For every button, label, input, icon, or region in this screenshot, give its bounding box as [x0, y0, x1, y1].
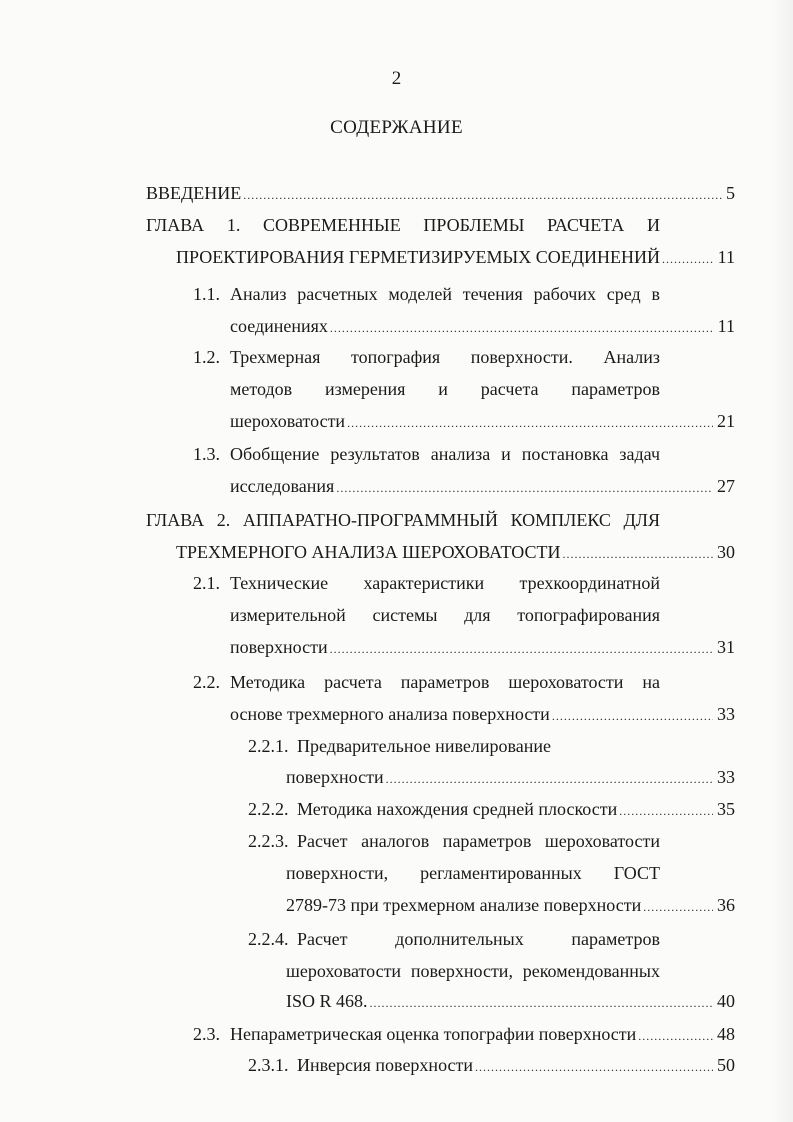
toc-entry-title: ПРОЕКТИРОВАНИЯ ГЕРМЕТИЗИРУЕМЫХ СОЕДИНЕНИЙ: [176, 247, 661, 267]
page-number: 2: [391, 68, 402, 89]
toc-entry-title: исследования: [230, 476, 335, 496]
toc-section-2-1-line-1[interactable]: Технические характеристики трехкоординатной: [230, 573, 660, 593]
dot-leader: [662, 246, 714, 270]
toc-entry-title: 2789-73 при трехмерном анализе поверхности: [286, 895, 642, 915]
dot-leader: [386, 766, 713, 790]
toc-section-1-1-line-1[interactable]: Анализ расчетных моделей течения рабочих сред в: [230, 284, 660, 304]
toc-section-number: 2.1.: [193, 573, 220, 593]
dot-leader: [243, 182, 722, 206]
toc-chapter-1-line-2[interactable]: [176, 244, 735, 270]
toc-section-2-1-line-3[interactable]: [230, 634, 735, 660]
toc-page-number: 33: [717, 704, 735, 724]
toc-section-number: 2.3.: [193, 1024, 220, 1044]
toc-page-number: 33: [717, 767, 735, 787]
toc-section-1-2-line-2[interactable]: методов измерения и расчета параметров: [230, 379, 660, 399]
toc-entry-title: соединениях: [230, 316, 328, 336]
toc-section-number: 1.2.: [193, 347, 220, 367]
toc-section-2-2-4-line-1[interactable]: Расчет дополнительных параметров: [297, 929, 660, 949]
toc-section-2-2-line-2[interactable]: [230, 701, 735, 727]
toc-section-number: 2.2.4.: [248, 929, 289, 949]
toc-entry-introduction[interactable]: [146, 180, 735, 206]
dot-leader: [330, 636, 713, 660]
toc-section-2-3-line-1[interactable]: [230, 1021, 735, 1047]
dot-leader: [638, 1023, 713, 1047]
toc-entry-title: основе трехмерного анализа поверхности: [230, 704, 550, 724]
dot-leader: [475, 1054, 713, 1078]
toc-section-2-2-4-line-2[interactable]: шероховатости поверхности, рекомендованных: [286, 961, 660, 981]
toc-page-number: 31: [717, 637, 735, 657]
dot-leader: [370, 990, 713, 1014]
toc-page-number: 5: [726, 183, 735, 203]
toc-entry-title: Непараметрическая оценка топографии поверхности: [230, 1024, 637, 1044]
toc-page-number: 27: [717, 476, 735, 496]
toc-page-number: 21: [717, 411, 735, 431]
toc-section-2-2-3-line-1[interactable]: Расчет аналогов параметров шероховатости: [297, 831, 660, 851]
toc-section-number: 2.3.1.: [248, 1055, 289, 1075]
toc-section-2-2-3-line-2[interactable]: поверхности, регламентированных ГОСТ: [286, 863, 660, 883]
toc-section-number: 1.1.: [193, 284, 220, 304]
toc-section-2-2-2-line-1[interactable]: [297, 796, 735, 822]
toc-section-number: 2.2.3.: [248, 831, 289, 851]
toc-section-number: 1.3.: [193, 444, 220, 464]
toc-section-1-2-line-1[interactable]: Трехмерная топография поверхности. Анализ: [230, 347, 660, 367]
dot-leader: [643, 894, 713, 918]
toc-entry-title: ВВЕДЕНИЕ: [146, 183, 242, 203]
toc-section-1-1-line-2[interactable]: [230, 313, 735, 339]
dot-leader: [563, 541, 713, 565]
toc-page-number: 11: [717, 316, 735, 336]
toc-page-number: 40: [717, 991, 735, 1011]
toc-entry-title: поверхности: [286, 767, 384, 787]
toc-entry-title: ISO R 468.: [286, 991, 368, 1011]
toc-section-2-1-line-2[interactable]: измерительной системы для топографирования: [230, 605, 660, 625]
toc-section-number: 2.2.: [193, 672, 220, 692]
toc-page-number: 36: [717, 895, 735, 915]
toc-section-2-2-1-line-1[interactable]: Предварительное нивелирование: [297, 736, 551, 756]
toc-entry-title: шероховатости: [230, 411, 346, 431]
toc-section-1-3-line-1[interactable]: Обобщение результатов анализа и постановка задач: [230, 444, 660, 464]
dot-leader: [552, 703, 713, 727]
toc-section-2-2-3-line-3[interactable]: [286, 892, 735, 918]
dot-leader: [330, 315, 714, 339]
toc-entry-title: ТРЕХМЕРНОГО АНАЛИЗА ШЕРОХОВАТОСТИ: [176, 542, 561, 562]
scan-edge-shadow: [771, 0, 793, 1122]
toc-section-2-2-1-line-2[interactable]: [286, 764, 735, 790]
toc-section-2-2-4-line-3[interactable]: [286, 988, 735, 1014]
dot-leader: [336, 475, 713, 499]
toc-section-1-3-line-2[interactable]: [230, 473, 735, 499]
toc-entry-title: Инверсия поверхности: [297, 1055, 474, 1075]
toc-entry-title: Методика нахождения средней плоскости: [297, 799, 618, 819]
toc-section-2-3-1-line-1[interactable]: [297, 1052, 735, 1078]
toc-page-number: 50: [717, 1055, 735, 1075]
toc-page-number: 35: [717, 799, 735, 819]
toc-page-number: 48: [717, 1024, 735, 1044]
toc-entry-title: поверхности: [230, 637, 328, 657]
toc-chapter-2-line-2[interactable]: [176, 539, 735, 565]
page-title: СОДЕРЖАНИЕ: [330, 117, 463, 138]
dot-leader: [347, 410, 713, 434]
toc-page-number: 30: [717, 542, 735, 562]
dot-leader: [619, 798, 713, 822]
toc-section-number: 2.2.2.: [248, 799, 289, 819]
toc-chapter-2-line-1[interactable]: ГЛАВА 2. АППАРАТНО-ПРОГРАММНЫЙ КОМПЛЕКС ДЛЯ: [146, 510, 660, 530]
toc-section-1-2-line-3[interactable]: [230, 408, 735, 434]
toc-page-number: 11: [717, 247, 735, 267]
toc-section-number: 2.2.1.: [248, 736, 289, 756]
toc-section-2-2-line-1[interactable]: Методика расчета параметров шероховатости на: [230, 672, 660, 692]
toc-chapter-1-line-1[interactable]: ГЛАВА 1. СОВРЕМЕННЫЕ ПРОБЛЕМЫ РАСЧЕТА И: [146, 215, 660, 235]
